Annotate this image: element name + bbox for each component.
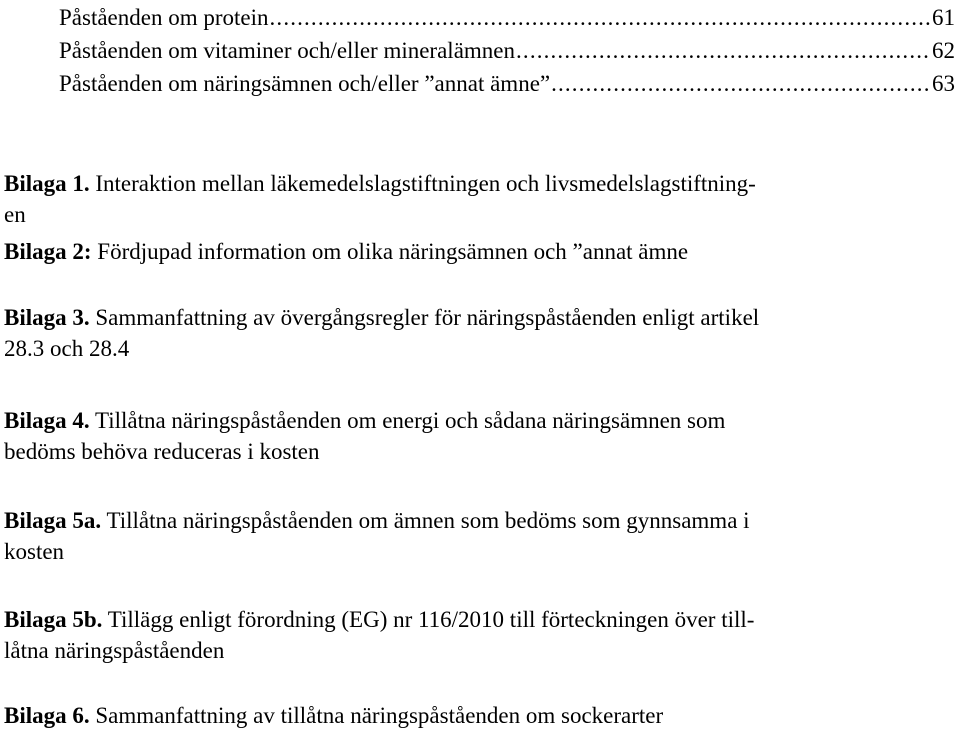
appendix-label: Bilaga 5a. bbox=[4, 508, 102, 533]
appendix-title: Fördjupad information om olika näringsämnen och ”annat ämne bbox=[97, 239, 689, 264]
appendix-label: Bilaga 6. bbox=[4, 703, 90, 728]
appendix-4 bbox=[4, 405, 954, 467]
toc-entry-title: Påståenden om protein bbox=[59, 5, 269, 30]
appendix-title: Interaktion mellan läkemedelslagstiftningen och livsmedelslagstiftning- bbox=[95, 171, 756, 196]
appendix-title: Tillåtna näringspåståenden om ämnen som bedöms som gynnsamma i bbox=[106, 508, 750, 533]
appendix-6 bbox=[4, 700, 954, 731]
toc-page-number: 61 bbox=[932, 5, 955, 30]
toc-dot-leader bbox=[270, 4, 931, 32]
toc-page-number: 62 bbox=[932, 38, 955, 63]
appendix-3 bbox=[4, 302, 954, 364]
toc-page-number: 63 bbox=[932, 71, 955, 96]
appendix-title-continuation: 28.3 och 28.4 bbox=[4, 336, 130, 361]
toc-entry-naringsamnen[interactable] bbox=[59, 70, 955, 103]
appendix-title: Tillägg enligt förordning (EG) nr 116/2010 till förteckningen över till- bbox=[107, 607, 755, 632]
toc-entry-protein[interactable] bbox=[59, 4, 955, 37]
appendix-title-continuation: kosten bbox=[4, 539, 65, 564]
toc-entry-title: Påståenden om vitaminer och/eller mineralämnen bbox=[59, 38, 516, 63]
appendix-title: Sammanfattning av övergångsregler för näringspåståenden enligt artikel bbox=[95, 305, 760, 330]
toc-entry-vitaminer[interactable] bbox=[59, 37, 955, 70]
appendix-label: Bilaga 2: bbox=[4, 239, 92, 264]
appendix-label: Bilaga 5b. bbox=[4, 607, 103, 632]
appendix-label: Bilaga 1. bbox=[4, 171, 90, 196]
appendix-5a bbox=[4, 505, 954, 567]
table-of-contents bbox=[59, 4, 955, 103]
appendix-label: Bilaga 4. bbox=[4, 408, 90, 433]
appendix-title-continuation: en bbox=[4, 202, 26, 227]
appendix-label: Bilaga 3. bbox=[4, 305, 90, 330]
appendix-1 bbox=[4, 168, 954, 230]
toc-entry-title: Påståenden om näringsämnen och/eller ”annat ämne” bbox=[59, 71, 551, 96]
toc-dot-leader bbox=[516, 37, 931, 65]
appendix-title: Tillåtna näringspåståenden om energi och sådana näringsämnen som bbox=[94, 408, 726, 433]
appendix-2 bbox=[4, 236, 954, 267]
appendix-title-continuation: låtna näringspåståenden bbox=[4, 638, 225, 663]
appendix-title: Sammanfattning av tillåtna näringspåståenden om sockerarter bbox=[95, 703, 664, 728]
appendix-title-continuation: bedöms behöva reduceras i kosten bbox=[4, 439, 320, 464]
toc-dot-leader bbox=[551, 70, 931, 98]
appendix-5b bbox=[4, 604, 954, 666]
